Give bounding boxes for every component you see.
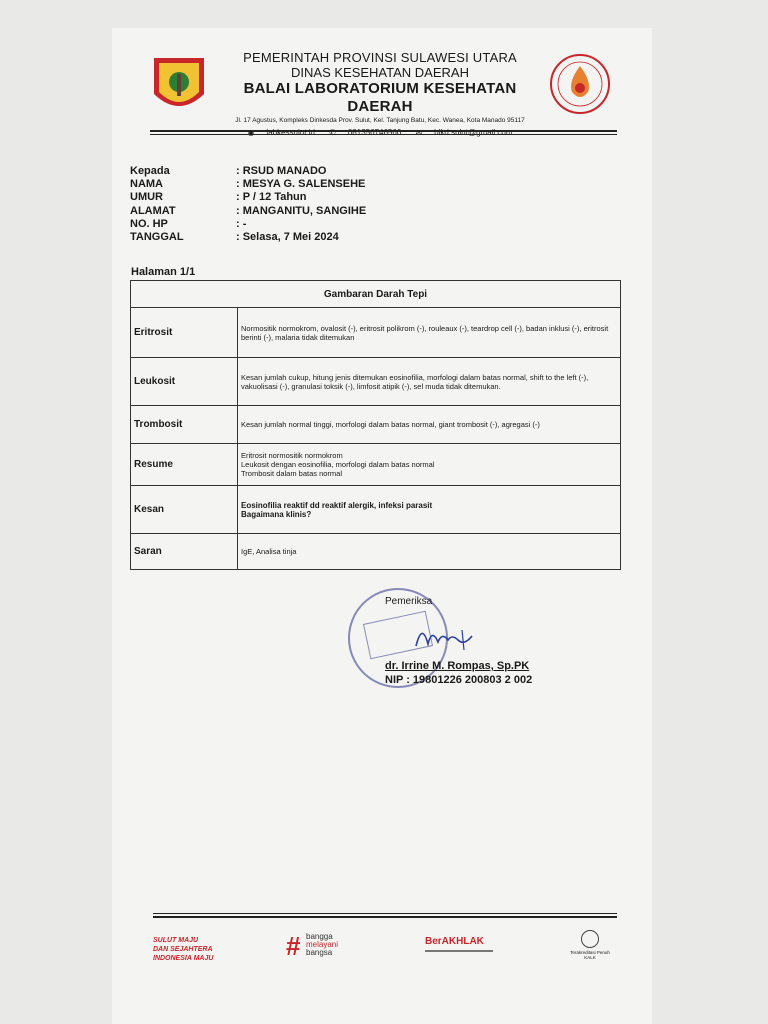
handwritten-signature-icon — [412, 616, 482, 656]
examiner-role: Pemeriksa — [385, 596, 433, 607]
slogan-line: SULUT MAJU — [153, 937, 199, 944]
header-divider-thin — [150, 134, 617, 135]
row-content — [238, 486, 621, 534]
doctor-name: dr. Irrine M. Rompas, Sp.PK — [385, 660, 530, 672]
row-label: Trombosit — [131, 406, 238, 444]
info-value: : MESYA G. SALENSEHE — [236, 178, 366, 191]
letterhead-text — [212, 50, 548, 139]
info-value: : Selasa, 7 Mei 2024 — [236, 231, 339, 244]
info-label: TANGGAL — [130, 231, 184, 244]
info-label: Kepada — [130, 165, 170, 177]
info-label: UMUR — [130, 191, 163, 204]
accreditation-icon — [581, 930, 599, 948]
accreditation-badge — [565, 930, 613, 970]
row-content — [238, 358, 621, 406]
info-row — [130, 231, 366, 244]
row-text: Eritrosit normositik normokrom — [241, 451, 343, 460]
doctor-nip: NIP : 19801226 200803 2 002 — [385, 674, 533, 686]
bangga-line: bangsa — [306, 948, 333, 957]
table-row — [131, 308, 621, 358]
row-label: Leukosit — [131, 358, 238, 406]
bangga-melayani-logo — [286, 931, 366, 961]
row-text: Bagaimana klinis? — [241, 509, 312, 519]
table-header-row — [131, 281, 621, 308]
info-label: NO. HP — [130, 217, 168, 230]
accreditation-text: Terakreditasi Penuh KALK — [570, 950, 610, 960]
info-value: : - — [236, 217, 247, 230]
row-label: Eritrosit — [131, 308, 238, 358]
page-indicator: Halaman 1/1 — [131, 266, 196, 278]
address: Jl. 17 Agustus, Kompleks Dinkesda Prov. Sulut, Kel. Tanjung Batu, Kec. Wanea, Kota Manado 95117 — [235, 117, 525, 124]
row-label: Resume — [131, 444, 238, 486]
info-value: : MANGANITU, SANGIHE — [236, 204, 367, 217]
row-label: Saran — [131, 534, 238, 570]
berakhlak-logo: BerAKHLAK — [425, 936, 484, 947]
row-text: Trombosit dalam batas normal — [241, 469, 343, 478]
row-content — [238, 444, 621, 486]
info-row — [130, 178, 366, 191]
provincial-emblem-icon — [150, 54, 208, 118]
row-text: Leukosit dengan eosinofilia, morfologi dalam batas normal — [241, 460, 435, 469]
bangga-line: bangga — [306, 932, 333, 941]
bangga-line: melayani — [306, 940, 339, 949]
info-row — [130, 205, 366, 218]
laboratory-name: BALAI LABORATORIUM KESEHATAN DAERAH — [243, 80, 517, 115]
government-name: PEMERINTAH PROVINSI SULAWESI UTARA — [243, 50, 517, 65]
row-text: Kesan jumlah cukup, hitung jenis ditemukan eosinofilia, morfologi dalam batas normal, shift to the left (-), vakuolisasi (-), granulasi toksik (-), limfosit atipik (-), sel muda tidak ditemukan. — [241, 372, 589, 391]
bangga-text — [306, 933, 338, 957]
row-content — [238, 308, 621, 358]
table-row — [131, 406, 621, 444]
laboratory-logo-icon — [548, 52, 612, 116]
row-content — [238, 406, 621, 444]
regional-slogan — [153, 936, 213, 963]
results-table — [130, 280, 621, 570]
info-row — [130, 165, 366, 178]
email: blkd.sulut@gmail.com — [434, 128, 513, 137]
hashtag-icon: # — [286, 931, 301, 961]
mail-icon: ✉ — [415, 128, 423, 137]
footer-divider-thin — [153, 913, 617, 914]
row-text: Normositik normokrom, ovalosit (-), eritrosit polikrom (-), rouleaux (-), teardrop cell (-), badan inklusi (-), eritrosit berinti (-), malaria tidak ditemukan — [241, 323, 609, 342]
info-value: : P / 12 Tahun — [236, 191, 307, 204]
table-row — [131, 534, 621, 570]
table-row — [131, 486, 621, 534]
info-value: : RSUD MANADO — [236, 165, 327, 177]
berakhlak-underline — [425, 950, 493, 952]
row-label: Kesan — [131, 486, 238, 534]
agency-name: DINAS KESEHATAN DAERAH — [291, 65, 469, 80]
info-row — [130, 191, 366, 204]
row-text: Kesan jumlah normal tinggi, morfologi dalam batas normal, giant trombosit (-), agregasi (-) — [241, 420, 540, 429]
table-title: Gambaran Darah Tepi — [131, 281, 621, 308]
letterhead — [150, 50, 610, 137]
row-text: IgE, Analisa tinja — [241, 547, 297, 556]
website: labkessulut.id — [266, 128, 315, 137]
table-row — [131, 358, 621, 406]
contacts — [212, 127, 548, 139]
info-label: ALAMAT — [130, 204, 176, 217]
slogan-line: INDONESIA MAJU — [153, 955, 214, 962]
phone: 081356746566 — [347, 128, 402, 137]
footer-divider — [153, 916, 617, 918]
info-row — [130, 218, 366, 231]
globe-icon: ◉ — [247, 128, 255, 137]
slogan-line: DAN SEJAHTERA — [153, 946, 213, 953]
header-divider — [150, 130, 617, 132]
row-text: Eosinofilia reaktif dd reaktif alergik, infeksi parasit — [241, 500, 433, 510]
info-label: NAMA — [130, 178, 163, 191]
table-row — [131, 444, 621, 486]
patient-info — [130, 165, 366, 244]
whatsapp-icon: ✆ — [329, 128, 336, 137]
row-content — [238, 534, 621, 570]
